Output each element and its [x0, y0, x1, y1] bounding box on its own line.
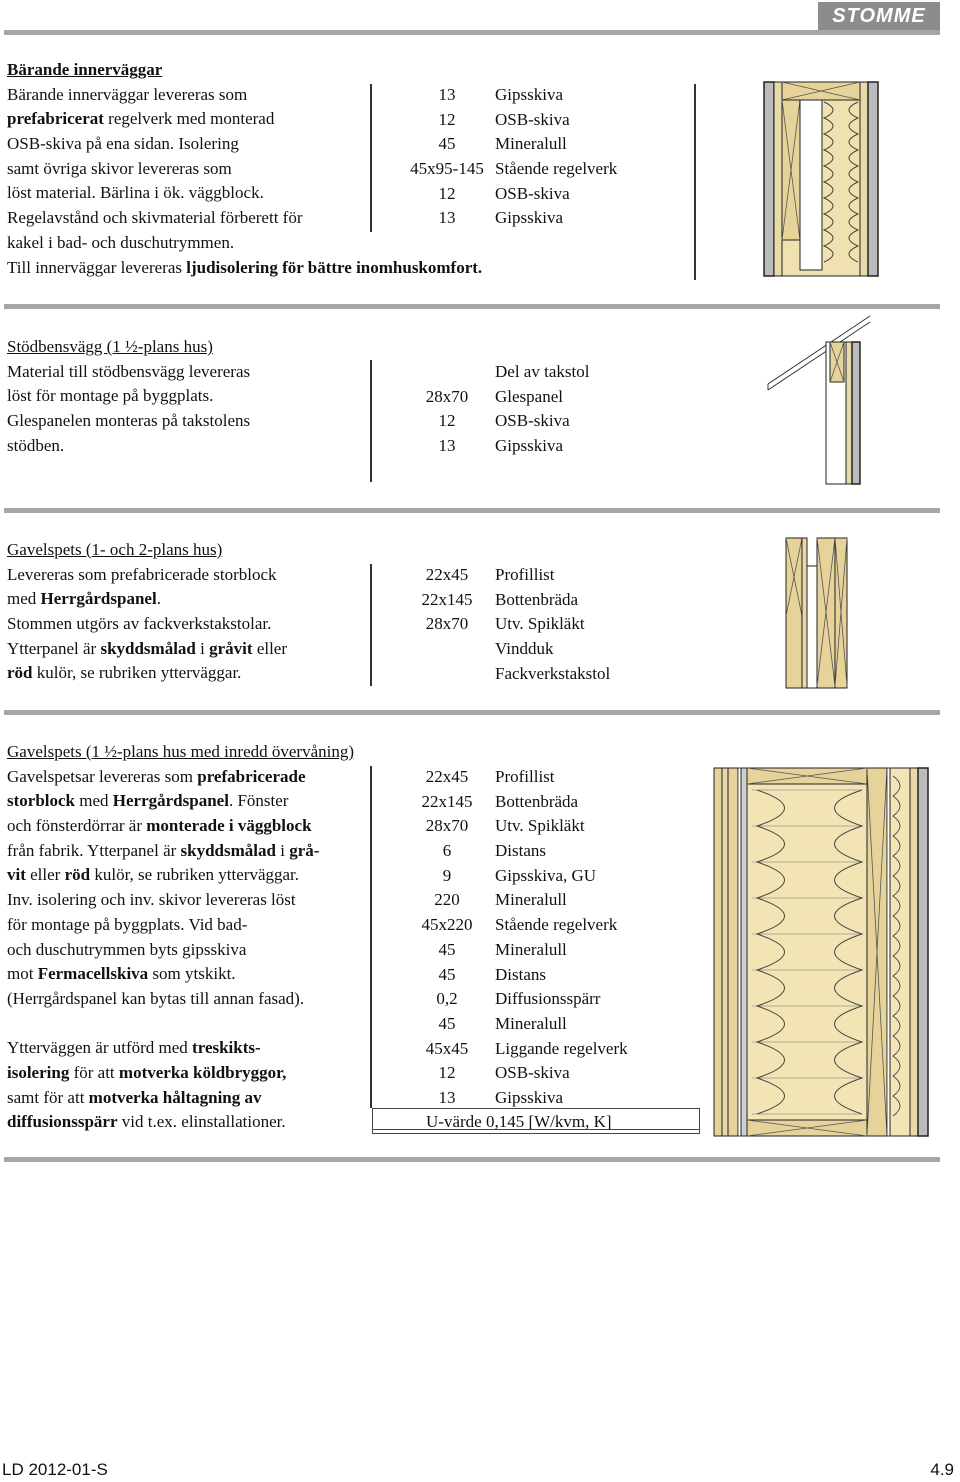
layer-dim: 13 [438, 85, 456, 104]
layer-material: Vindduk [495, 639, 554, 659]
layer-material: Fackverkstakstol [495, 663, 611, 683]
layer-dim: 28x70 [425, 816, 469, 836]
text-line: Material till stödbensvägg levereras [7, 361, 251, 381]
document-code: LD 2012-01-S [2, 1460, 108, 1479]
layer-material: Diffusionsspärr [495, 989, 601, 1009]
layer-dim: 45x45 [425, 1038, 469, 1058]
layer-material: Gipsskiva [495, 1087, 563, 1107]
material-column [495, 360, 589, 459]
text-line: med Herrgårdspanel. [7, 589, 161, 609]
divider [4, 1157, 940, 1162]
layer-dim: 45x220 [421, 915, 473, 935]
text-line [7, 1012, 354, 1037]
layer-material: Liggande regelverk [495, 1038, 628, 1058]
text-line: och duschutrymmen byts gipsskiva [7, 939, 247, 959]
layer-material: Distans [495, 841, 546, 861]
section-text [7, 335, 250, 458]
layer-dim: 13 [438, 436, 456, 456]
insulated-gable-section-drawing [712, 766, 938, 1138]
layer-dim: 45 [438, 134, 456, 154]
text-line: OSB-skiva på ena sidan. Isolering [7, 134, 239, 154]
column-divider [694, 84, 696, 280]
text-line: röd kulör, se rubriken ytterväggar. [7, 663, 242, 683]
layer-material: Utv. Spikläkt [495, 816, 585, 836]
text-line: Ytterväggen är utförd med treskikts- [7, 1038, 261, 1058]
layer-dim: 28x70 [425, 614, 469, 634]
layer-material: Stående regelverk [495, 159, 618, 179]
layer-material: Gipsskiva [495, 436, 563, 456]
text-line: Inv. isolering och inv. skivor levereras löst [7, 890, 296, 910]
text-line: prefabricerat regelverk med monterad [7, 109, 275, 129]
layer-dim: 220 [434, 890, 460, 910]
layer-dim: 45 [438, 1013, 456, 1033]
text-line: kakel i bad- och duschutrymmen. [7, 232, 235, 252]
inner-wall-section-drawing [762, 80, 882, 278]
layer-dim: 45 [438, 964, 456, 984]
text-line: isolering för att motverka köldbryggor, [7, 1062, 287, 1082]
layer-material: Gipsskiva [495, 85, 563, 104]
text-line: storblock med Herrgårdspanel. Fönster [7, 791, 289, 811]
layer-material: Stående regelverk [495, 915, 618, 935]
layer-dim: 28x70 [425, 386, 469, 406]
layer-dim: 45 [438, 939, 456, 959]
divider [4, 304, 940, 309]
layer-material: Mineralull [495, 939, 567, 959]
layer-material: OSB-skiva [495, 411, 570, 431]
text-line: löst material. Bärlina i ök. väggblock. [7, 183, 264, 203]
text-line: stödben. [7, 435, 65, 455]
text-line: vit eller röd kulör, se rubriken ytterväggar. [7, 865, 300, 885]
text-line: mot Fermacellskiva som ytskikt. [7, 964, 236, 984]
layer-material: Bottenbräda [495, 589, 579, 609]
section-text [7, 740, 354, 1135]
layer-dim: 22x145 [421, 589, 473, 609]
text-line: Till innerväggar levereras ljudisolering för bättre inomhuskomfort. [7, 257, 483, 277]
layer-material: Mineralull [495, 890, 567, 910]
text-line: Glespanelen monteras på takstolens [7, 411, 251, 431]
layer-dim: 9 [442, 865, 452, 885]
divider [4, 710, 940, 715]
layer-dim: 13 [438, 1087, 456, 1107]
text-line: och fönsterdörrar är monterade i väggblock [7, 816, 312, 836]
layer-material: Glespanel [495, 386, 563, 406]
material-column [495, 563, 610, 686]
page-number: 4.9 [930, 1460, 954, 1479]
text-line: diffusionsspärr vid t.ex. elinstallationer. [7, 1112, 286, 1132]
layer-material: OSB-skiva [495, 109, 570, 129]
section-title: Stödbensvägg (1 ½-plans hus) [7, 337, 213, 356]
section-title: Gavelspets (1 ½-plans hus med inredd övervåning) [7, 742, 354, 761]
layer-material: Mineralull [495, 1013, 567, 1033]
section-title: Gavelspets (1- och 2-plans hus) [7, 540, 223, 559]
u-value: U-värde 0,145 [W/kvm, K] [426, 1112, 612, 1131]
text-line: samt övriga skivor levereras som [7, 158, 232, 178]
text-line: Gavelspetsar levereras som prefabricerade [7, 766, 306, 786]
layer-material: Gipsskiva, GU [495, 865, 597, 885]
layer-dim: 22x45 [425, 565, 469, 584]
u-value-box [372, 1108, 700, 1134]
layer-material: OSB-skiva [495, 183, 570, 203]
text-line: Ytterpanel är skyddsmålad i gråvit eller [7, 638, 288, 658]
layer-material: Bottenbräda [495, 791, 579, 811]
material-column [495, 83, 617, 231]
layer-material: Distans [495, 964, 546, 984]
text-line: löst för montage på byggplats. [7, 386, 214, 406]
layer-dim: 12 [438, 411, 456, 431]
text-line: (Herrgårdspanel kan bytas till annan fasad). [7, 988, 305, 1008]
layer-dim: 22x145 [421, 791, 473, 811]
layer-dim: 12 [438, 183, 456, 203]
text-line: från fabrik. Ytterpanel är skyddsmålad i grå- [7, 840, 320, 860]
material-column [495, 765, 628, 1111]
text-line: Regelavstånd och skivmaterial förberett för [7, 208, 303, 228]
layer-dim: 0,2 [436, 989, 458, 1009]
layer-material: OSB-skiva [495, 1063, 570, 1083]
text-line: Stommen utgörs av fackverkstakstolar. [7, 614, 272, 634]
layer-dim: 12 [438, 109, 456, 129]
layer-material: Profillist [495, 565, 555, 584]
layer-dim: 6 [442, 841, 452, 861]
layer-material: Gipsskiva [495, 208, 563, 228]
layer-material: Profillist [495, 767, 555, 786]
layer-dim: 13 [438, 208, 456, 228]
text-line: för montage på byggplats. Vid bad- [7, 914, 248, 934]
text-line: Bärande innerväggar levereras som [7, 84, 248, 104]
layer-material: Mineralull [495, 134, 567, 154]
layer-dim: 22x45 [425, 767, 469, 786]
section-tag: STOMME [818, 2, 940, 30]
layer-material: Del av takstol [495, 362, 590, 381]
layer-dim: 45x95-145 [410, 159, 484, 179]
layer-material: Utv. Spikläkt [495, 614, 585, 634]
gable-section-drawing [784, 536, 854, 690]
divider [4, 30, 940, 35]
text-line: samt för att motverka håltagning av [7, 1087, 262, 1107]
text-line: Levereras som prefabricerade storblock [7, 564, 277, 584]
divider [4, 508, 940, 513]
section-title: Bärande innerväggar [7, 60, 163, 79]
layer-dim: 12 [438, 1063, 456, 1083]
knee-wall-section-drawing [760, 314, 872, 486]
section-text [7, 538, 287, 686]
